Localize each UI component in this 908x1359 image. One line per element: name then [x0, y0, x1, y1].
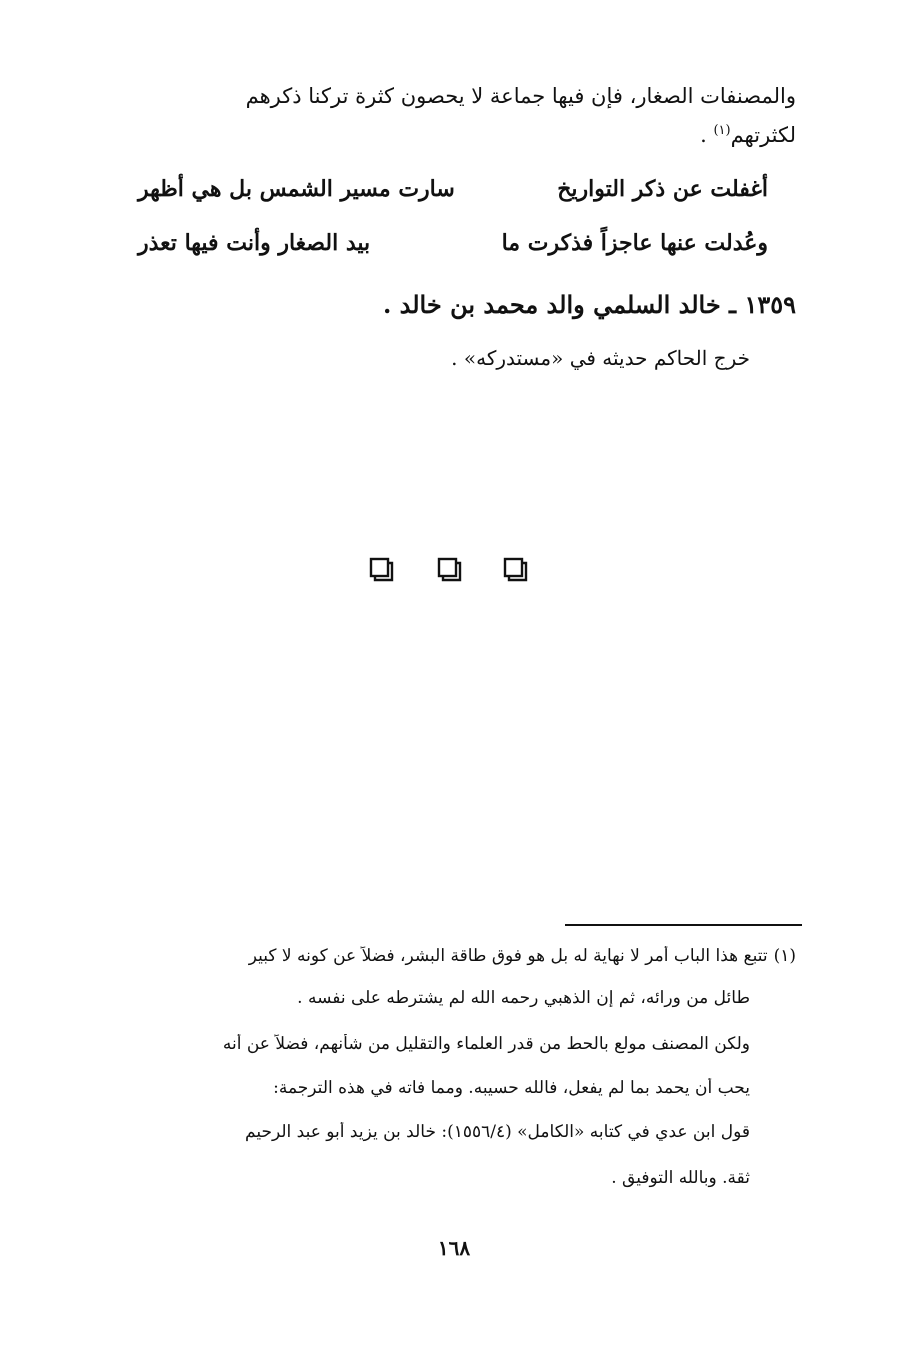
verse-line-1 [138, 176, 768, 202]
intro-line-2 [110, 123, 796, 148]
entry-heading: ١٣٥٩ ـ خالد السلمي والد محمد بن خالد . [382, 290, 796, 319]
footnote-line-1-text: تتبع هذا الباب أمر لا نهاية له بل هو فوق طاقة البشر، فضلاً عن كونه لا كبير [248, 946, 768, 966]
footnote-number: (١) [773, 946, 796, 966]
verse-line-2 [138, 230, 768, 256]
intro-line-1-text: والمصنفات الصغار، فإن فيها جماعة لا يحصون كثرة تركنا ذكرهم [245, 84, 796, 108]
intro-line-2-text: لكثرتهم [730, 123, 796, 147]
footnote-line-6: ثقة. وبالله التوفيق . [611, 1168, 750, 1188]
verse-1-second-hemistich: سارت مسير الشمس بل هي أظهر [138, 176, 455, 202]
book-ornament-icon [436, 556, 462, 582]
entry-body: خرج الحاكم حديثه في «مستدركه» . [451, 346, 750, 370]
verse-2-second-hemistich: بيد الصغار وأنت فيها تعذر [138, 230, 371, 256]
footnote-marker[interactable]: (١) [713, 123, 731, 138]
section-end-ornaments [368, 556, 530, 584]
page-number: ١٦٨ [437, 1236, 471, 1260]
verse-1-first-hemistich: أغفلت عن ذكر التواريخ [557, 176, 768, 202]
footnote-line-4: يحب أن يحمد بما لم يفعل، فالله حسيبه. ومما فاته في هذه الترجمة: [273, 1078, 750, 1098]
book-ornament-icon [502, 556, 528, 582]
intro-line-2-end: . [700, 123, 714, 147]
footnote-line-5: قول ابن عدي في كتابه «الكامل» (١٥٥٦/٤): خالد بن يزيد أبو عبد الرحيم [245, 1122, 750, 1142]
footnote-line-1 [110, 946, 796, 966]
verse-2-first-hemistich: وعُدلت عنها عاجزاً فذكرت ما [501, 230, 768, 256]
footnote-line-3: ولكن المصنف مولع بالحط من قدر العلماء والتقليل من شأنهم، فضلاً عن أنه [222, 1034, 750, 1054]
footnote-line-2: طائل من ورائه، ثم إن الذهبي رحمه الله لم يشترطه على نفسه . [297, 988, 750, 1008]
footnote-separator [565, 924, 802, 926]
intro-line-1 [110, 84, 796, 109]
book-ornament-icon [368, 556, 394, 582]
